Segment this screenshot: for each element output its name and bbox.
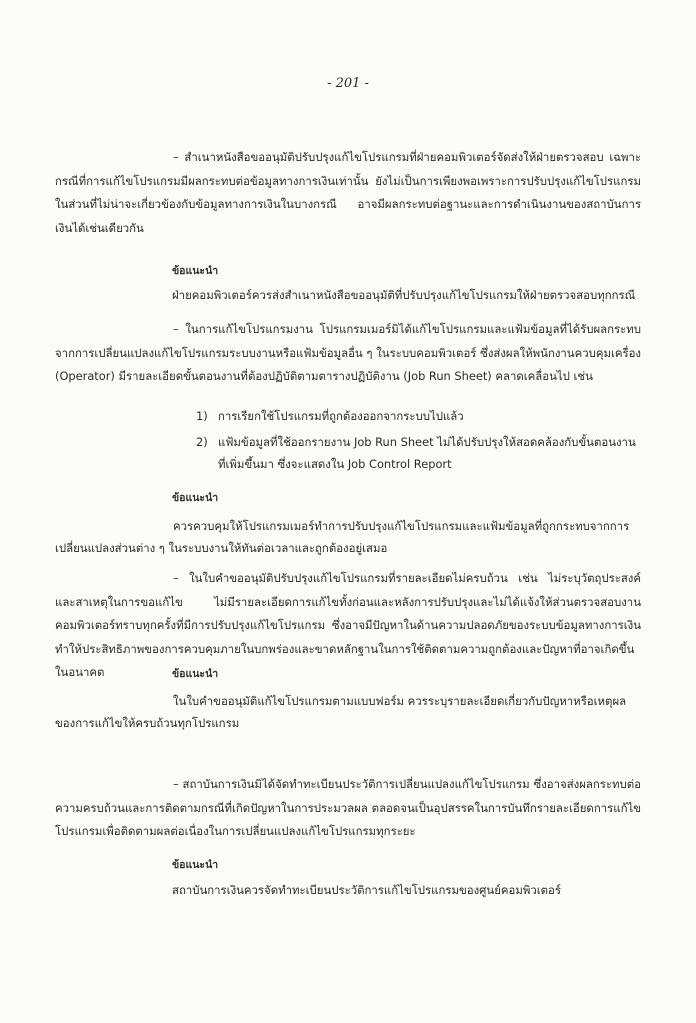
page-number: - 201 - bbox=[327, 76, 369, 91]
recommendation-3 bbox=[55, 690, 641, 734]
list-item bbox=[196, 405, 642, 427]
list-item bbox=[196, 431, 642, 475]
list-item-text: การเรียกใช้โปรแกรมที่ถูกต้องออกจากระบบไปแล้ว bbox=[218, 409, 464, 423]
finding-3 bbox=[55, 567, 641, 685]
finding-1 bbox=[55, 146, 641, 240]
recommendation-3-text: ในใบคำขออนุมัติแก้ไขโปรแกรมตามแบบฟอร์ม ควรระบุรายละเอียดเกี่ยวกับปัญหาหรือเหตุผลของการแก้ไขให้ครบถ้วนทุกโปรแกรม bbox=[55, 694, 627, 730]
finding-2 bbox=[55, 318, 641, 389]
recommendation-heading-2: ข้อแนะนำ bbox=[172, 492, 219, 504]
finding-2-text: – ในการแก้ไขโปรแกรมงาน โปรแกรมเมอร์มิได้แก้ไขโปรแกรมและแฟ้มข้อมูลที่ได้รับผลกระทบจากการเปลี่ยนแปลงแก้ไขโปรแกรมระบบงานหรือแฟ้มข้อมูลอื่น ๆ ในระบบคอมพิวเตอร์ ซึ่งส่งผลให้พนักงานควบคุมเครื่อง (Operator) มีรายละเอียดขั้นตอนงานที่ต้องปฏิบัติตามตารางปฏิบัติงาน (Job Run Sheet) คลาดเคลื่อนไป เช่น bbox=[55, 322, 641, 383]
finding-1-text: – สำเนาหนังสือขออนุมัติปรับปรุงแก้ไขโปรแกรมที่ฝ่ายคอมพิวเตอร์จัดส่งให้ฝ่ายตรวจสอบ เฉพาะกรณีที่การแก้ไขโปรแกรมมีผลกระทบต่อข้อมูลทางการเงินเท่านั้น ยังไม่เป็นการเพียงพอเพราะการปรับปรุงแก้ไขโปรแกรมในส่วนที่ไม่น่าจะเกี่ยวข้องกับข้อมูลทางการเงินในบางกรณี อาจมีผลกระทบต่อฐานะและการดำเนินงานของสถาบันการเงินได้เช่นเดียวกัน bbox=[55, 150, 641, 235]
recommendation-2 bbox=[55, 515, 641, 559]
finding-3-text: – ในใบคำขออนุมัติปรับปรุงแก้ไขโปรแกรมที่รายละเอียดไม่ครบถ้วน เช่น ไม่ระบุวัตถุประสงค์และสาเหตุในการขอแก้ไข ไม่มีรายละเอียดการแก้ไขทั้งก่อนและหลังการปรับปรุงและไม่ได้แจ้งให้ส่วนตรวจสอบงานคอมพิวเตอร์ทราบทุกครั้งที่มีการปรับปรุงแก้ไขโปรแกรม ซึ่งอาจมีปัญหาในด้านความปลอดภัยของระบบข้อมูลทางการเงิน ทำให้ประสิทธิภาพของการควบคุมภายในบกพร่องและขาดหลักฐานในการใช้ติดตามความถูกต้องและปัญหาที่อาจเกิดขึ้นในอนาคต bbox=[55, 571, 641, 679]
list-item-number: 2) bbox=[196, 435, 208, 449]
recommendation-1: ฝ่ายคอมพิวเตอร์ควรส่งสำเนาหนังสือขออนุมัติที่ปรับปรุงแก้ไขโปรแกรมให้ฝ่ายตรวจสอบทุกกรณี bbox=[172, 288, 636, 302]
list-item-text: แฟ้มข้อมูลที่ใช้ออกรายงาน Job Run Sheet ไม่ได้ปรับปรุงให้สอดคล้องกับขั้นตอนงานที่เพิ่มขึ้นมา ซึ่งจะแสดงใน Job Control Report bbox=[218, 435, 636, 471]
recommendation-2-text: ควรควบคุมให้โปรแกรมเมอร์ทำการปรับปรุงแก้ไขโปรแกรมและแฟ้มข้อมูลที่ถูกกระทบจากการเปลี่ยนแปลงส่วนต่าง ๆ ในระบบงานให้ทันต่อเวลาและถูกต้องอยู่เสมอ bbox=[55, 519, 630, 555]
finding-4 bbox=[55, 773, 641, 844]
finding-2-list bbox=[196, 405, 642, 475]
recommendation-heading-3: ข้อแนะนำ bbox=[172, 668, 219, 680]
recommendation-heading-4: ข้อแนะนำ bbox=[172, 859, 219, 871]
list-item-number: 1) bbox=[196, 409, 208, 423]
recommendation-heading-1: ข้อแนะนำ bbox=[172, 265, 219, 277]
finding-4-text: – สถาบันการเงินมิได้จัดทำทะเบียนประวัติการเปลี่ยนแปลงแก้ไขโปรแกรม ซึ่งอาจส่งผลกระทบต่อความครบถ้วนและการติดตามกรณีที่เกิดปัญหาในการประมวลผล ตลอดจนเป็นอุปสรรคในการบันทึกรายละเอียดการแก้ไขโปรแกรมเพื่อติดตามผลต่อเนื่องในการเปลี่ยนแปลงแก้ไขโปรแกรมทุกระยะ bbox=[55, 777, 641, 838]
recommendation-4: สถาบันการเงินควรจัดทำทะเบียนประวัติการแก้ไขโปรแกรมของศูนย์คอมพิวเตอร์ bbox=[172, 883, 561, 897]
